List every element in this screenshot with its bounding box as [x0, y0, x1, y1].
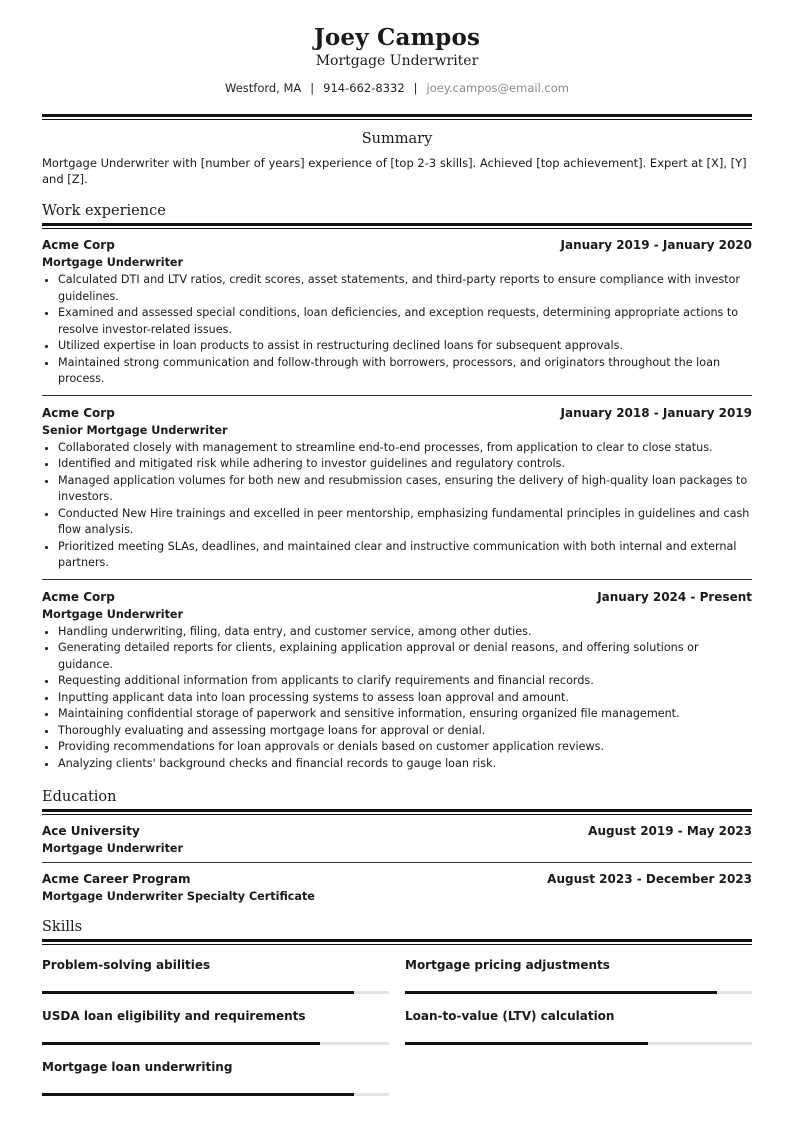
candidate-name: Joey Campos: [313, 24, 481, 51]
entry-divider: [42, 862, 752, 863]
education-school: Ace University: [42, 824, 140, 839]
work-bullet: • Maintaining confidential storage of paperwork and sensitive information, ensuring organized file management.: [58, 706, 752, 723]
work-bullets: [42, 272, 752, 388]
education-dates: August 2023 - December 2023: [547, 872, 752, 887]
summary-text: Mortgage Underwriter with [number of years] experience of [top 2-3 skills]. Achieved [top achievement]. Expert at [X], [Y] and [Z].: [42, 156, 747, 186]
skills-heading: Skills: [42, 919, 83, 936]
education-degree: Mortgage Underwriter: [42, 842, 184, 856]
skill-level-bar: [42, 1042, 389, 1045]
skill-level-bar: [405, 991, 752, 994]
summary-heading: Summary: [361, 131, 433, 147]
skill-item: [42, 958, 389, 1009]
work-section: [42, 202, 752, 772]
work-role: Mortgage Underwriter: [42, 607, 184, 621]
work-bullet: • Utilized expertise in loan products to assist in restructuring declined loans for subsequent approvals.: [58, 338, 752, 355]
education-entry: [42, 872, 752, 903]
skill-name: Problem-solving abilities: [42, 958, 211, 973]
work-bullet: • Managed application volumes for both new and resubmission cases, ensuring the delivery of high-quality loan packages to investors.: [58, 473, 752, 506]
work-dates: January 2024 - Present: [597, 589, 752, 604]
entry-divider: [42, 395, 752, 396]
skills-heading-rule: [42, 939, 752, 945]
work-bullet: • Inputting applicant data into loan processing systems to assess loan approval and amount.: [58, 690, 752, 707]
work-bullets: [42, 624, 752, 773]
work-bullet: • Handling underwriting, filing, data entry, and customer service, among other duties.: [58, 624, 752, 641]
work-bullet: • Identified and mitigated risk while adhering to investor guidelines and regulatory controls.: [58, 456, 752, 473]
work-bullet: • Conducted New Hire trainings and excelled in peer mentorship, emphasizing fundamental principles in guidelines and cash flow analysis.: [58, 506, 752, 539]
work-dates: January 2019 - January 2020: [560, 238, 752, 253]
work-company: Acme Corp: [42, 405, 115, 420]
entry-divider: [42, 579, 752, 580]
contact-line: [42, 81, 752, 95]
work-entry: [42, 238, 752, 388]
work-entry: [42, 406, 752, 572]
header-divider: [42, 114, 752, 120]
work-bullet: • Maintained strong communication and follow-through with borrowers, processors, and originators throughout the loan process.: [58, 355, 752, 388]
skill-level-bar: [42, 1093, 389, 1096]
work-role: Mortgage Underwriter: [42, 256, 184, 270]
skill-name: Mortgage pricing adjustments: [405, 958, 610, 973]
work-bullet: • Providing recommendations for loan approvals or denials based on customer application reviews.: [58, 739, 752, 756]
work-company: Acme Corp: [42, 589, 115, 604]
skill-level-fill: [42, 1093, 354, 1096]
skill-item: [405, 958, 752, 1009]
education-entry: [42, 824, 752, 855]
candidate-title: Mortgage Underwriter: [315, 53, 479, 69]
skill-name: USDA loan eligibility and requirements: [42, 1009, 306, 1024]
education-heading-rule: [42, 809, 752, 815]
work-entry: [42, 590, 752, 773]
skill-level-fill: [42, 1042, 320, 1045]
resume-page: [42, 0, 752, 1111]
education-degree: Mortgage Underwriter Specialty Certificate: [42, 890, 315, 904]
skills-section: [42, 918, 752, 1111]
work-bullet: • Collaborated closely with management to streamline end-to-end processes, from application to clear to close status.: [58, 440, 752, 457]
work-bullets: [42, 440, 752, 572]
work-bullet: • Prioritized meeting SLAs, deadlines, and maintained clear and instructive communication with both internal and external partners.: [58, 539, 752, 572]
skill-level-fill: [42, 991, 354, 994]
skill-item: [42, 1009, 389, 1060]
contact-phone: 914-662-8332: [323, 81, 405, 95]
work-bullet: • Analyzing clients' background checks and financial records to gauge loan risk.: [58, 756, 752, 773]
skill-level-bar: [42, 991, 389, 994]
contact-location: Westford, MA: [225, 81, 302, 95]
education-school: Acme Career Program: [42, 872, 191, 887]
work-bullet: • Generating detailed reports for clients, explaining application approval or denial reasons, and offering solutions or guidance.: [58, 640, 752, 673]
skill-item: [42, 1060, 389, 1111]
skill-name: Mortgage loan underwriting: [42, 1060, 233, 1075]
education-dates: August 2019 - May 2023: [588, 824, 752, 839]
skill-level-fill: [405, 991, 717, 994]
work-role: Senior Mortgage Underwriter: [42, 423, 228, 437]
contact-separator: |: [413, 81, 418, 95]
contact-separator: |: [310, 81, 315, 95]
work-dates: January 2018 - January 2019: [560, 405, 752, 420]
skill-level-fill: [405, 1042, 648, 1045]
work-bullet: • Examined and assessed special conditions, loan deficiencies, and exception requests, determining appropriate actions to resolve investor-related issues.: [58, 305, 752, 338]
work-bullet: • Thoroughly evaluating and assessing mortgage loans for approval or denial.: [58, 723, 752, 740]
work-company: Acme Corp: [42, 238, 115, 253]
education-heading: Education: [42, 789, 117, 806]
work-bullet: • Requesting additional information from applicants to clarify requirements and financial records.: [58, 673, 752, 690]
education-section: [42, 788, 752, 903]
work-bullet: • Calculated DTI and LTV ratios, credit scores, asset statements, and third-party reports to ensure compliance with investor guidelines.: [58, 272, 752, 305]
contact-email[interactable]: joey.campos@email.com: [426, 81, 569, 95]
work-heading-rule: [42, 223, 752, 229]
work-heading: Work experience: [42, 203, 166, 220]
skills-grid: [42, 958, 752, 1111]
skill-name: Loan-to-value (LTV) calculation: [405, 1009, 615, 1024]
skill-item: [405, 1009, 752, 1060]
skill-level-bar: [405, 1042, 752, 1045]
